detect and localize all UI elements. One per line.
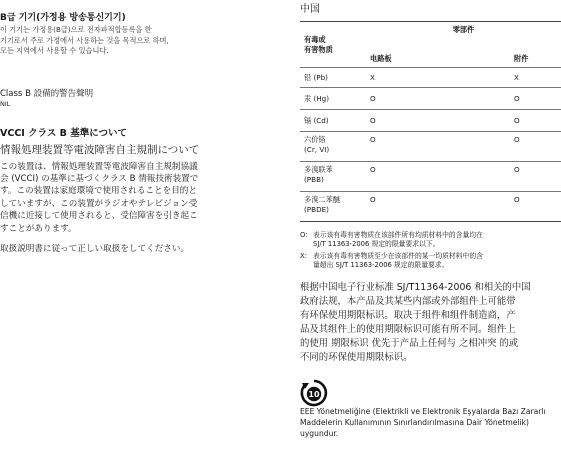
china-paragraph-line: 的使用 期限标识 优先于产品上任何与 之相冲突 的或 [300, 337, 519, 349]
cell-value: X [474, 68, 561, 88]
substance-name-line: 多溴二苯醚 [304, 195, 340, 204]
turkey-line: EEE Yönetmeliğine (Elektrikli ve Elektronik Eşyalarda Bazı Zararlı [300, 407, 546, 416]
cell-value: O [474, 132, 561, 162]
vcci-title: 情報処理装置等電波障害自主規制について [0, 143, 200, 156]
vcci-line: この装置は、情報処理装置等電波障害自主規制協議 [0, 161, 198, 172]
vcci-line: していますが、この装置がラジオやテレビジョン受 [0, 198, 198, 209]
note-x [300, 252, 561, 271]
vcci-line: 信機に近接して使用されると、受信障害を引き起こ [0, 211, 198, 222]
table-row [300, 192, 561, 222]
table-row [300, 68, 561, 88]
china-paragraph-line: 不同的环保使用期限标识。 [300, 351, 413, 363]
right-column [300, 0, 561, 438]
table-row [300, 110, 561, 132]
korean-heading: B급 기기(가정용 방송통신기기) [0, 13, 126, 23]
substance-name-line: 多溴联苯 [304, 165, 333, 174]
class-b-heading: Class B 設備的警告聲明 [0, 88, 94, 99]
turkey-statement [300, 406, 561, 439]
table-row [300, 132, 561, 162]
table-row [300, 162, 561, 192]
note-line: SJ/T 11363-2006 规定的限量要求以下。 [313, 240, 440, 249]
note-text [313, 231, 483, 250]
cell-value: O [474, 162, 561, 192]
table-notes [300, 231, 561, 271]
vcci-heading: VCCI クラス B 基準について [0, 127, 128, 139]
note-key: X: [300, 251, 307, 260]
note-line: 表示该有毒有害物质至少在该部件的某一均质材料中的含 [313, 251, 483, 260]
cell-value: O [366, 132, 474, 162]
china-paragraph [300, 281, 561, 365]
vcci-line: す。この装置は家庭環境で使用されることを目的と [0, 186, 197, 197]
substance-name [300, 132, 366, 162]
substance-name: 铅 (Pb) [300, 68, 366, 88]
header-substance-line: 有害物质 [304, 44, 333, 54]
substance-name [300, 192, 366, 222]
class-b-section [0, 87, 275, 108]
note-o [300, 231, 561, 250]
china-paragraph-line: 根据中国电子行业标准 SJ/T11364-2006 和相关的中国 [300, 281, 531, 293]
table-header-parts: 零部件 [366, 22, 561, 54]
vcci-line: 会 (VCCI) の基準に基づくクラス B 情報技術装置で [0, 173, 199, 184]
cell-value: O [366, 192, 474, 222]
logo-number: 10 [308, 389, 320, 399]
note-line: 量超出 SJ/T 11363-2006 规定的限量要求。 [313, 261, 449, 270]
korean-section [0, 10, 275, 57]
substance-name: 镉 (Cd) [300, 110, 366, 132]
note-line: 表示该有毒有害物质在该部件所有均质材料中的含量均在 [313, 231, 483, 239]
substance-name-line: 六价铬 [304, 135, 326, 144]
substance-name: 汞 (Hg) [300, 88, 366, 110]
vcci-line: すことがあります。 [0, 223, 77, 234]
korean-line: 기기로서 주로 가정에서 사용하는 것을 목적으로 하며, [0, 35, 169, 45]
substance-name-line: (PBB) [304, 175, 324, 184]
korean-line: 모든 지역에서 사용할 수 있습니다. [0, 46, 109, 55]
cell-value: O [366, 110, 474, 132]
header-substance-line: 有毒或 [304, 34, 326, 44]
table-header-substance [300, 22, 366, 68]
korean-line: 이 기기는 가정용(B급)으로 전자파적합등록을 한 [0, 25, 152, 34]
vcci-note: 取扱説明書に従って正しい取扱をしてください。 [0, 243, 190, 254]
table-subheader-circuit-board: 电路板 [370, 53, 392, 63]
substance-name-line: (Cr, VI) [304, 145, 330, 154]
china-paragraph-line: 政府法规，本产品及其某些内部或外部组件上可能带 [300, 295, 516, 307]
substance-name [300, 162, 366, 192]
table-subheader-accessories: 附件 [514, 53, 529, 63]
turkey-line: Maddelerin Kullanımının Sınırlandırılmasına Dair Yönetmelik) [300, 418, 529, 427]
cell-value: O [474, 192, 561, 222]
hazardous-substances-table [300, 21, 561, 222]
table-row [300, 88, 561, 110]
cell-value: O [366, 162, 474, 192]
environment-friendly-use-period-logo-icon [300, 379, 328, 407]
left-column [0, 10, 275, 255]
china-heading: 中国 [300, 4, 320, 15]
china-paragraph-line: 有环保使用期限标识。取决于组件和组件制造商，产 [300, 309, 516, 321]
china-paragraph-line: 品及其组件上的使用期限标识可能有所不同。组件上 [300, 323, 516, 335]
note-text [313, 252, 483, 271]
class-b-body: NIL [0, 99, 11, 108]
substance-name-line: (PBDE) [304, 205, 329, 214]
turkey-line: uygundur. [300, 429, 339, 438]
cell-value: O [474, 110, 561, 132]
note-key: O: [300, 231, 308, 239]
cell-value: O [366, 88, 474, 110]
vcci-section [0, 125, 275, 256]
cell-value: O [474, 88, 561, 110]
cell-value: X [366, 68, 474, 88]
